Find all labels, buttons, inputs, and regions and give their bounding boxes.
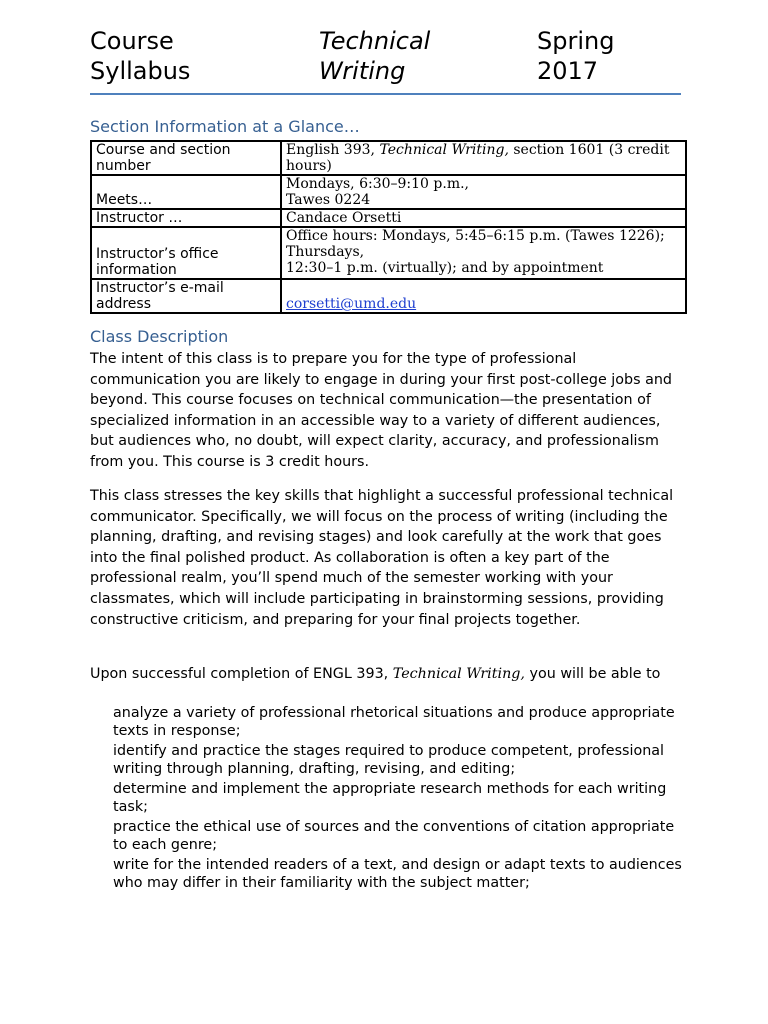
table-row bbox=[91, 175, 686, 209]
instructor-email-link[interactable]: corsetti@umd.edu bbox=[286, 296, 417, 312]
section-info-heading: Section Information at a Glance… bbox=[90, 117, 360, 136]
outcome-text: identify and practice the stages required to produce competent, professional writing through planning, drafting, revising, and editing; bbox=[113, 743, 665, 777]
meets-value bbox=[281, 175, 686, 209]
section-info-table bbox=[90, 140, 687, 314]
header-title-line2: Writing bbox=[319, 57, 406, 85]
instructor-label: Instructor … bbox=[91, 209, 281, 227]
outcomes-intro-suffix: you will be able to bbox=[529, 666, 661, 682]
table-row bbox=[91, 209, 686, 227]
header-course-syllabus bbox=[90, 26, 290, 86]
outcomes-intro-prefix: Upon successful completion of ENGL 393, bbox=[90, 666, 389, 682]
header-term bbox=[537, 26, 687, 86]
list-item bbox=[90, 742, 688, 778]
list-item bbox=[90, 818, 688, 854]
table-row bbox=[91, 279, 686, 313]
instructor-value: Candace Orsetti bbox=[281, 209, 686, 227]
course-label: Course and section number bbox=[91, 141, 281, 175]
table-row bbox=[91, 141, 686, 175]
outcomes-intro-title: Technical Writing, bbox=[392, 666, 525, 682]
header-term-line1: Spring bbox=[537, 27, 615, 55]
meets-value-line2: Tawes 0224 bbox=[286, 192, 371, 208]
outcomes-intro bbox=[90, 664, 688, 685]
list-item bbox=[90, 780, 688, 816]
course-value-title: Technical Writing, bbox=[379, 142, 509, 158]
email-label: Instructor’s e-mail address bbox=[91, 279, 281, 313]
course-value bbox=[281, 141, 686, 175]
header-title-line1: Technical bbox=[319, 27, 431, 55]
course-value-suffix: section 1601 (3 credit hours) bbox=[286, 142, 670, 174]
header-term-line2: 2017 bbox=[537, 57, 599, 85]
header-divider bbox=[90, 93, 681, 95]
header-course-line1: Course bbox=[90, 27, 174, 55]
meets-value-line1: Mondays, 6:30–9:10 p.m., bbox=[286, 176, 469, 192]
course-value-prefix: English 393, bbox=[286, 142, 375, 158]
outcome-text: analyze a variety of professional rhetorical situations and produce appropriate texts in response; bbox=[113, 705, 675, 739]
outcome-text: practice the ethical use of sources and the conventions of citation appropriate to each genre; bbox=[113, 819, 675, 853]
office-label: Instructor’s office information bbox=[91, 227, 281, 279]
office-value-line1: Office hours: Mondays, 5:45–6:15 p.m. (Tawes 1226); Thursdays, bbox=[286, 228, 665, 260]
meets-label: Meets… bbox=[91, 175, 281, 209]
office-value-line2: 12:30–1 p.m. (virtually); and by appointment bbox=[286, 260, 604, 276]
table-row bbox=[91, 227, 686, 279]
email-value bbox=[281, 279, 686, 313]
outcome-text: write for the intended readers of a text, and design or adapt texts to audiences who may differ in their familiarity with the subject matter; bbox=[113, 857, 682, 891]
learning-outcomes-list bbox=[90, 704, 688, 894]
header-course-line2: Syllabus bbox=[90, 57, 191, 85]
class-description-heading: Class Description bbox=[90, 327, 229, 346]
office-value bbox=[281, 227, 686, 279]
class-description-paragraph-2: This class stresses the key skills that highlight a successful professional technical communicator. Specifically, we will focus on the process of writing (including the planning, drafting, and revising stages) and look carefully at the work that goes into the final polished product. As collaboration is often a key part of the professional realm, you’ll spend much of the semester working with your classmates, which will include participating in brainstorming sessions, providing constructive criticism, and preparing for your final projects together. bbox=[90, 488, 674, 628]
document-header bbox=[90, 26, 680, 88]
list-item bbox=[90, 856, 688, 892]
header-course-title bbox=[319, 26, 519, 86]
class-description-paragraph-1: The intent of this class is to prepare you for the type of professional communication you are likely to engage in during your first post-college jobs and beyond. This course focuses on technical communication—the presentation of specialized information in an accessible way to a variety of different audiences, but audiences who, no doubt, will expect clarity, accuracy, and professionalism from you. This course is 3 credit hours. bbox=[90, 351, 672, 470]
outcome-text: determine and implement the appropriate research methods for each writing task; bbox=[113, 781, 667, 815]
list-item bbox=[90, 704, 688, 740]
